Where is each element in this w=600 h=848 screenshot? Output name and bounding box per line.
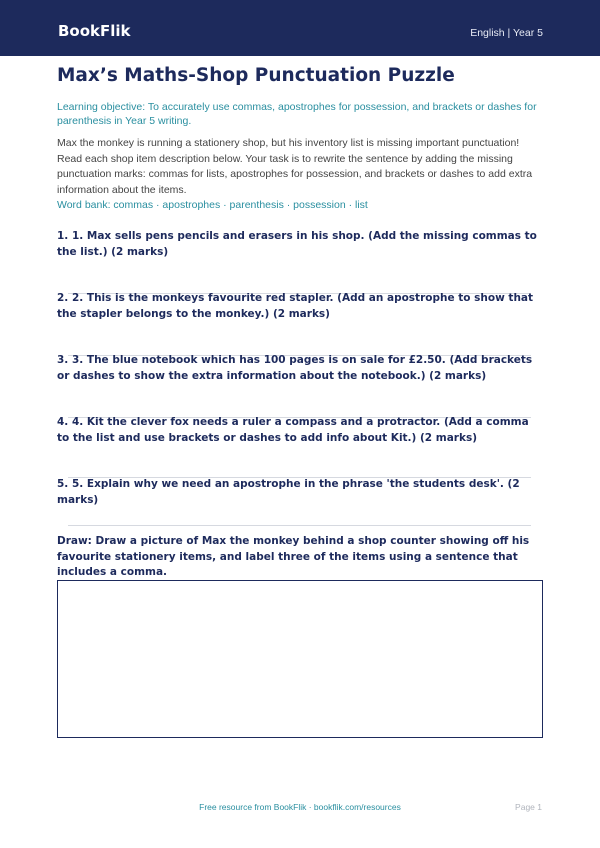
learning-objective: Learning objective: To accurately use commas, apostrophes for possession, and brackets or dashes for parenthesis in Year 5 writing. xyxy=(57,101,537,127)
answer-line-5[interactable] xyxy=(68,525,531,526)
intro-paragraph: Max the monkey is running a stationery shop, but his inventory list is missing important punctuation! Read each shop item description below. Your task is to rewrite the sentence by adding the missing punctuation marks: commas for lists, apostrophes for possession, and brackets or dashes to add extra information about the items. xyxy=(57,137,533,196)
drawing-box[interactable] xyxy=(57,580,543,738)
question-5: 5. 5. Explain why we need an apostrophe in the phrase 'the students desk'. (2 marks) xyxy=(57,478,520,506)
subject-year-label: English | Year 5 xyxy=(470,27,543,39)
question-2: 2. 2. This is the monkeys favourite red stapler. (Add an apostrophe to show that the stapler belongs to the monkey.) (2 marks) xyxy=(57,292,534,320)
question-1: 1. 1. Max sells pens pencils and erasers in his shop. (Add the missing commas to the list.) (2 marks) xyxy=(57,230,537,258)
worksheet-title: Max’s Maths-Shop Punctuation Puzzle xyxy=(57,65,455,86)
page-header xyxy=(0,0,600,56)
brand-logo[interactable]: BookFlik xyxy=(58,22,131,40)
footer-credit[interactable]: Free resource from BookFlik · bookflik.com/resources xyxy=(199,802,401,812)
page-number: Page 1 xyxy=(515,802,542,812)
draw-task: Draw: Draw a picture of Max the monkey behind a shop counter showing off his favourite stationery items, and label three of the items using a sentence that includes a comma. xyxy=(57,535,530,578)
question-4: 4. 4. Kit the clever fox needs a ruler a compass and a protractor. (Add a comma to the list and use brackets or dashes to add info about Kit.) (2 marks) xyxy=(57,416,529,444)
word-bank: Word bank: commas · apostrophes · parenthesis · possession · list xyxy=(57,199,368,211)
question-3: 3. 3. The blue notebook which has 100 pages is on sale for £2.50. (Add brackets or dashes to show the extra information about the notebook.) (2 marks) xyxy=(57,354,533,382)
